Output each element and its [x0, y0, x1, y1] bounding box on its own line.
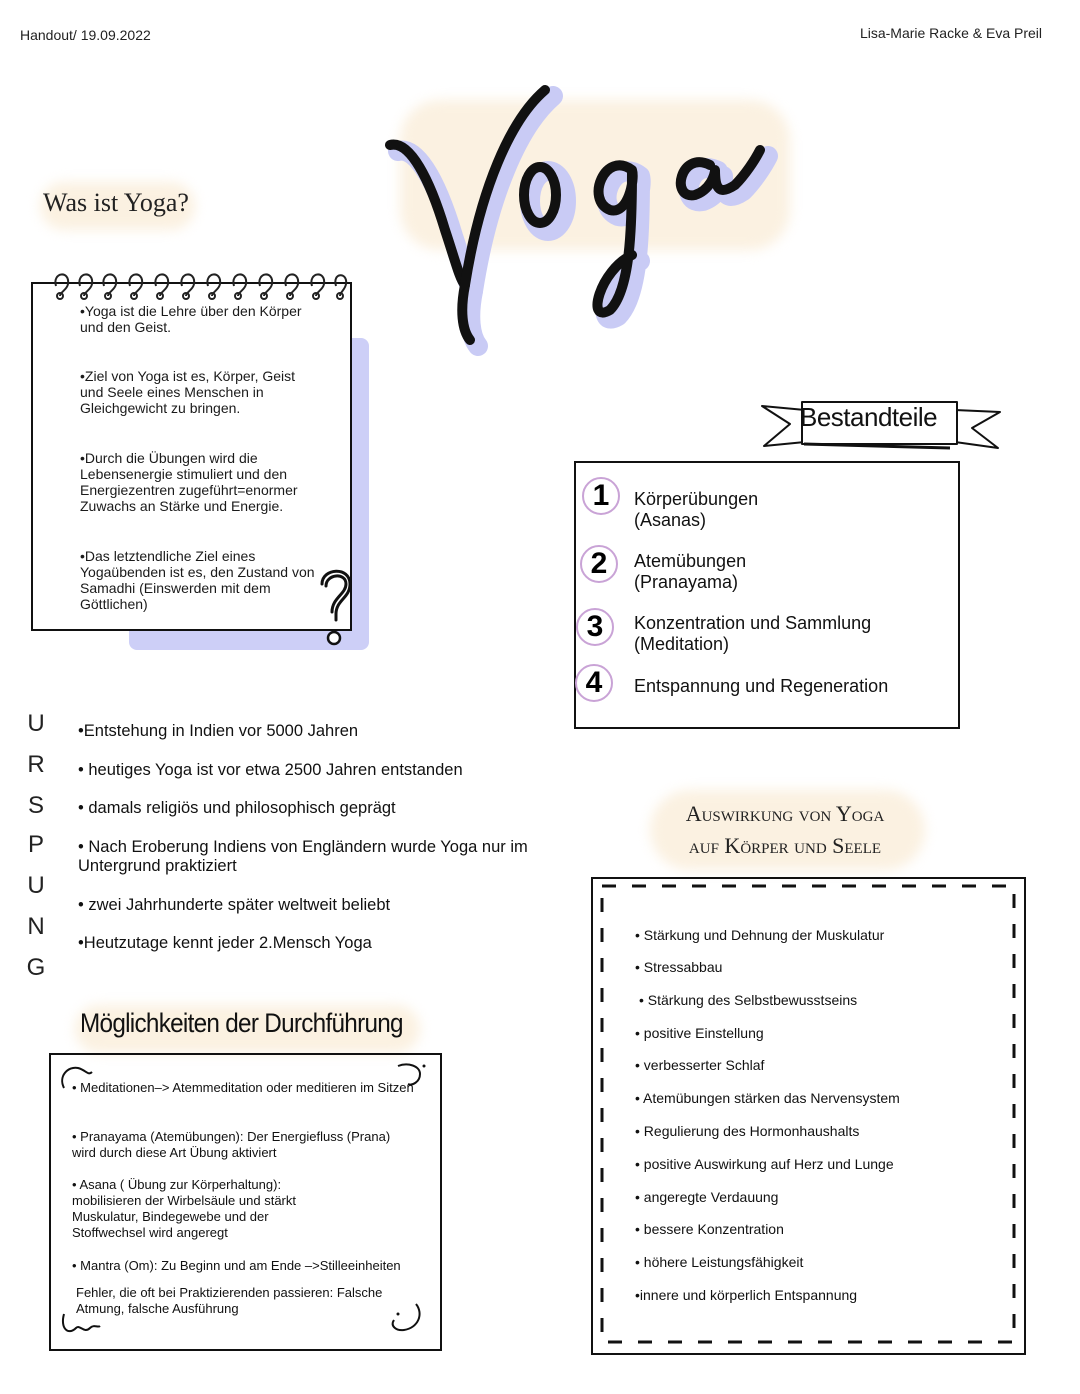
what-is-paragraph-2: •Ziel von Yoga ist es, Körper, Geist und Seele eines Menschen in Gleichgewicht zu bringen. [80, 368, 296, 416]
number-3-badge: 3 [576, 608, 614, 646]
ursprung-item-3: • damals religiös und philosophisch geprägt [78, 799, 396, 817]
yoga-title-lettering [370, 70, 800, 370]
auswirkung-item-5: • verbesserter Schlaf [635, 1057, 765, 1073]
ursprung-item-4: • Nach Eroberung Indiens von Engländern wurde Yoga nur im Untergrund praktiziert [78, 838, 528, 875]
auswirkung-item-12: •innere und körperlich Entspannung [635, 1287, 858, 1303]
durchfuehrung-item-2: • Pranayama (Atemübungen): Der Energiefluss (Prana) wird durch diese Art Übung aktiviert [72, 1129, 391, 1160]
auswirkung-title-line2: auf Körper und Seele [688, 833, 882, 858]
bestandteile-item-3-line1: Konzentration und Sammlung [634, 613, 872, 633]
number-2-badge: 2 [580, 545, 618, 583]
ursprung-letter-u2: U [27, 872, 45, 899]
auswirkung-item-3: • Stärkung des Selbstbewusstseins [639, 992, 858, 1008]
ursprung-letter-p: P [27, 831, 44, 858]
bestandteile-item-3-line2: (Meditation) [634, 634, 730, 654]
durchfuehrung-item-3: • Asana ( Übung zur Körperhaltung): mobilisieren der Wirbelsäule und stärkt Muskulatur, Bindegewebe und der Stoffwechsel wird angeregt [72, 1177, 296, 1240]
ursprung-letter-s: S [27, 792, 44, 819]
durchfuehrung-note: Fehler, die oft bei Praktizierenden passieren: Falsche Atmung, falsche Ausführung [76, 1285, 383, 1316]
auswirkung-item-9: • angeregte Verdauung [635, 1189, 779, 1205]
term-meditationen: Meditationen [80, 1080, 155, 1095]
auswirkung-item-6: • Atemübungen stärken das Nervensystem [635, 1090, 900, 1106]
what-is-heading: Was ist Yoga? [43, 188, 189, 217]
number-4-badge: 4 [575, 664, 613, 702]
auswirkung-item-10: • bessere Konzentration [635, 1221, 784, 1237]
durchfuehrung-heading: Möglichkeiten der Durchführung [80, 1008, 403, 1038]
ursprung-letter-g: G [26, 954, 46, 981]
question-mark-icon [314, 562, 358, 652]
ursprung-letter-u: U [27, 710, 45, 737]
bestandteile-item-4-line1: Entspannung und Regeneration [634, 676, 889, 696]
term-pranayama: Pranayama [80, 1129, 147, 1144]
auswirkung-item-2: • Stressabbau [635, 959, 723, 975]
ursprung-item-1: •Entstehung in Indien vor 5000 Jahren [78, 722, 359, 740]
header-authors: Lisa-Marie Racke & Eva Preil [859, 25, 1042, 41]
bestandteile-item-1-line2: (Asanas) [634, 510, 707, 530]
auswirkung-title-line1: Auswirkung von Yoga [685, 801, 885, 826]
what-is-paragraph-4: •Das letztendliche Ziel eines Yogaübenden ist es, den Zustand von Samadhi (Einswerden mit dem Göttlichen) [80, 548, 315, 612]
bestandteile-item-1-line1: Körperübungen [634, 489, 759, 509]
dashed-inner-frame [596, 880, 1020, 1348]
ursprung-item-5: • zwei Jahrhunderte später weltweit beliebt [78, 896, 391, 914]
durchfuehrung-item-4: • Mantra (Om): Zu Beginn und am Ende –>Stilleeinheiten [72, 1258, 401, 1273]
auswirkung-item-8: • positive Auswirkung auf Herz und Lunge [635, 1156, 894, 1172]
text-meditationen: –> Atemmeditation oder meditieren im Sitzen [154, 1080, 414, 1095]
notebook-spiral-icon [50, 268, 350, 302]
bestandteile-item-2-line1: Atemübungen [634, 551, 747, 571]
bestandteile-banner-label: Bestandteile [800, 402, 938, 432]
auswirkung-item-4: • positive Einstellung [635, 1025, 764, 1041]
what-is-paragraph-1: •Yoga ist die Lehre über den Körper und den Geist. [80, 303, 302, 335]
header-date: Handout/ 19.09.2022 [20, 27, 151, 43]
ursprung-item-6: •Heutzutage kennt jeder 2.Mensch Yoga [78, 934, 372, 952]
durchfuehrung-item-1: • Meditationen–> Atemmeditation oder meditieren im Sitzen [72, 1080, 414, 1095]
text-asana: Asana ( Übung zur Körperhaltung): mobilisieren der Wirbelsäule und stärkt Muskulatur, Bindegewebe und der Stoffwechsel wird angeregt [72, 1177, 296, 1240]
text-mantra: Mantra (Om): Zu Beginn und am Ende –>Stilleeinheiten [80, 1258, 401, 1273]
bestandteile-item-2-line2: (Pranayama) [634, 572, 739, 592]
text-pranayama: (Atemübungen): Der Energiefluss (Prana) wird durch diese Art Übung aktiviert [72, 1129, 391, 1160]
number-1-badge: 1 [582, 477, 620, 515]
auswirkung-item-11: • höhere Leistungsfähigkeit [635, 1254, 804, 1270]
svg-text:Yoga: Yoga [370, 70, 373, 71]
what-is-paragraph-3: •Durch die Übungen wird die Lebensenergie stimuliert und den Energiezentren zugeführt=enormer Zuwachs an Stärke und Energie. [80, 450, 298, 514]
ursprung-item-2: • heutiges Yoga ist vor etwa 2500 Jahren entstanden [78, 761, 463, 779]
auswirkung-item-7: • Regulierung des Hormonhaushalts [635, 1123, 860, 1139]
auswirkung-item-1: • Stärkung und Dehnung der Muskulatur [635, 927, 885, 943]
ursprung-letter-r: R [27, 751, 45, 778]
ursprung-letter-n: N [27, 913, 45, 940]
